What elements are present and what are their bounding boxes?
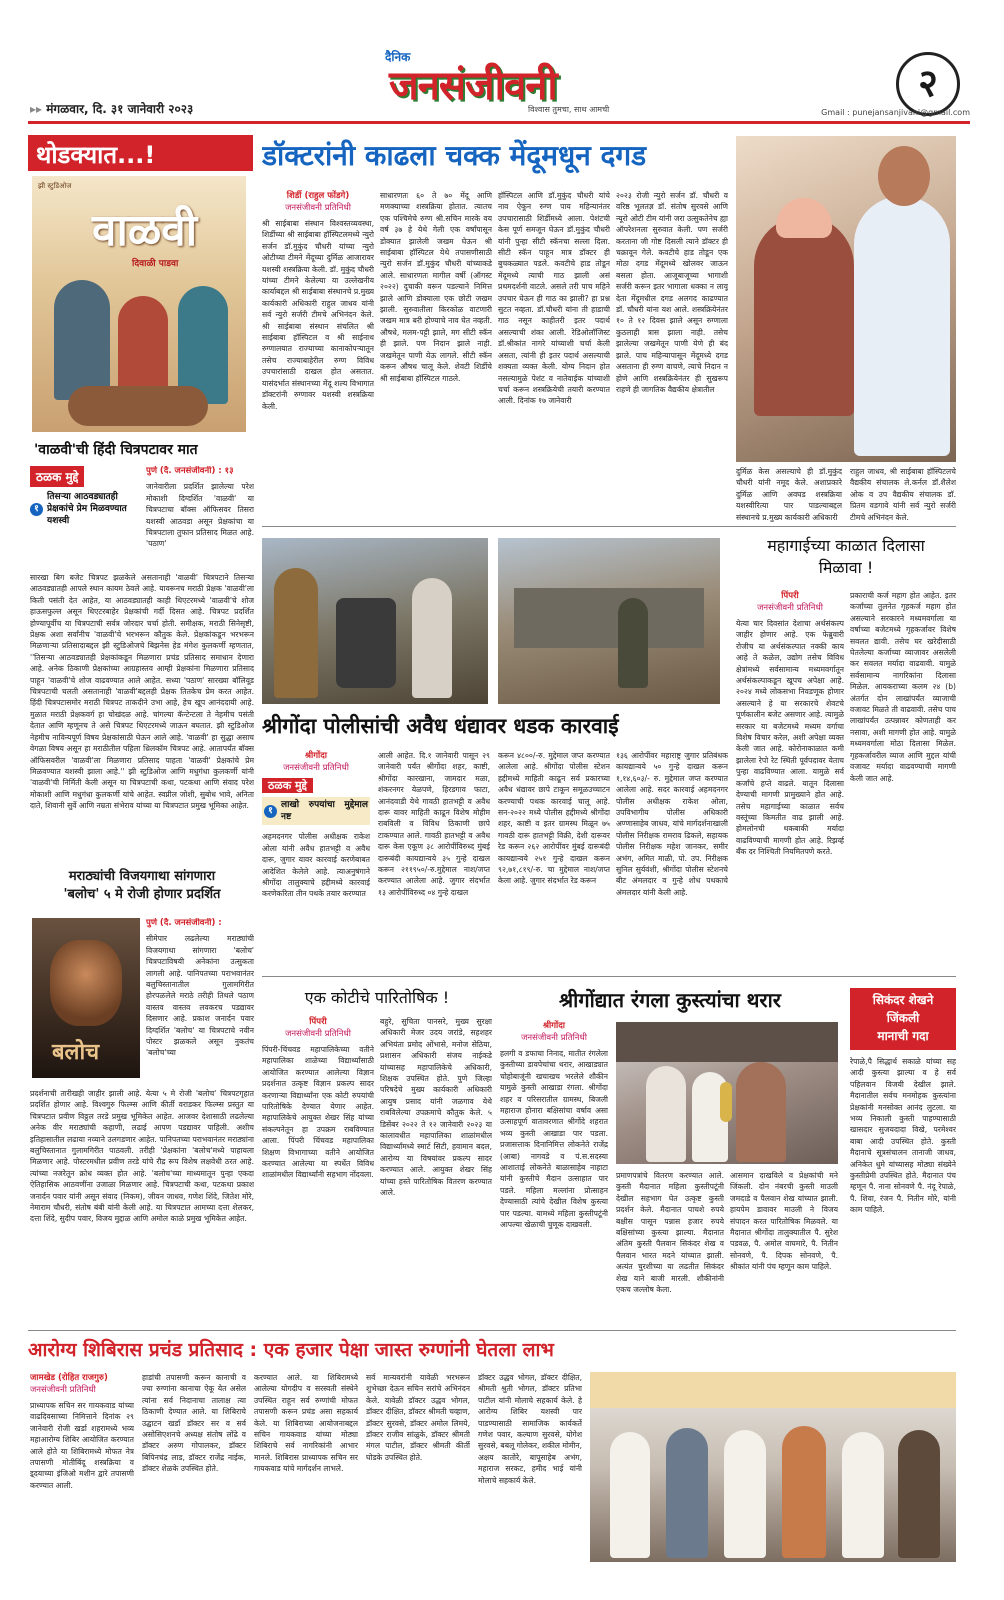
group-figure-1 xyxy=(610,1432,650,1558)
masthead xyxy=(0,0,1004,126)
banner xyxy=(590,1372,956,1408)
valvi-highlights xyxy=(30,466,140,536)
lead-col-5 xyxy=(736,466,842,522)
bullet-number: १ xyxy=(30,503,43,516)
lead-photo xyxy=(736,136,956,462)
wrestling-col-2-text: प्रमाणपत्रांचे वितरण करण्यात आले. कुस्ती मैदानात महिला कुस्तीपटूंनी देखील सहभाग घेत उत्कृष्ट कुस्ती प्रदर्शन केले. मैदानात पाचशे रुपये बक्षीस पासून पन्नास हजार रुपये बक्षिसांच्या कुस्त्या झाल्या. मैदानात अंतिम कुस्ती पैलवान सिकंदर शेख व पैलवान भारत मदने यांच्यात झाली. अत्यंत चुरशीच्या या लढतीत सिकंदर शेख याने बाजी मारली. शौकीनांनी एकच जल्लोष केला. xyxy=(616,1171,724,1295)
health-col-1 xyxy=(30,1372,134,1562)
sikandar-headline-line3: मानाची गदा xyxy=(877,1029,929,1043)
inflation-col-2-text: प्रकाराची कर्ज महाग होत आहेत. इतर कर्जांच्या तुलनेत गृहकर्ज महाग होत असल्याने सरकारने मध्यमवर्गाला या वर्षाच्या बजेटमध्ये गृहकर्जावर विशेष सवलत द्यावी. तसेच घर खरेदीसाठी घेतलेल्या कर्जाच्या व्याजावर असलेली कर सवलत मर्यादा वाढवावी. यामुळे सर्वसामान्य नागरिकांना दिलासा मिळेल. आयकराच्या कलम २४ (b) अंतर्गत दोन लाखांपर्यंत व्याजाची वजावट मिळते ती वाढवावी. तसेच पाच लाखांपर्यंत उत्पन्नावर कोणताही कर नसावा, अशी मागणी होत आहे. यामुळे मध्यमवर्गाला मोठा दिलासा मिळेल. गृहकर्जावरील व्याज आणि मुद्दल यांची वजावट मर्यादा वाढवण्याची मागणी केली जात आहे. xyxy=(850,591,956,783)
prize-headline: एक कोटीचे पारितोषिक ! xyxy=(304,988,450,1007)
baloch-dateline-text: पुणे (दै. जनसंजीवनी) : xyxy=(146,918,222,928)
highlight-point xyxy=(30,491,140,527)
baloch-lead xyxy=(146,918,254,1086)
wrestling-col-2 xyxy=(616,1170,724,1322)
valvi-poster xyxy=(32,176,246,432)
lead-col-2 xyxy=(380,190,492,520)
valvi-dateline-text: पुणे (दै. जनसंजीवनी) : १३ xyxy=(146,466,234,476)
police-bullet-number: १ xyxy=(264,805,277,818)
lead-headline-text: डॉक्टरांनी काढला चक्क मेंदूमधून दगड xyxy=(262,139,647,172)
police-headline: श्रीगोंदा पोलीसांची अवैध धंद्यावर धडक कारवाई xyxy=(262,714,619,738)
baloch-poster xyxy=(32,918,140,1078)
group-figure-2 xyxy=(666,1428,708,1558)
bottom-rule-top xyxy=(28,1330,956,1331)
sikandar-headline-line2: जिंकली xyxy=(886,1011,920,1025)
police-reporter: जनसंजीवनी प्रतिनिधी xyxy=(283,763,349,773)
paper-prefix: दैनिक xyxy=(385,50,411,64)
lead-col-4 xyxy=(616,190,728,520)
police-dateline: श्रीगोंदा xyxy=(305,751,327,761)
lead-col-6 xyxy=(850,466,956,522)
poster-face xyxy=(50,940,122,1026)
valvi-dateline xyxy=(146,466,254,477)
villager-figure xyxy=(412,578,452,698)
inflation-col-1-text: येत्या चार दिवसांत देशाचा अर्थसंकल्प जाहीर होणार आहे. एक फेब्रुवारी रोजीच या अर्थसंकल्पात नक्की काय आहे ते कळेल, उद्योग तसेच विविध क्षेत्रांमध्ये सर्वसामान्य मध्यमवर्गातून अर्थसंकल्पाकडून खूपच अपेक्षा आहे. २०२४ मध्ये लोकसभा निवडणूक होणार असल्याने हे या सरकारचे शेवटचे पूर्णकालीन बजेट असणार आहे. त्यामुळे सरकार या बजेटमध्ये मध्यम वर्गाचा विशेष विचार करेल, अशी अपेक्षा व्यक्त केली जात आहे. कोरोनाकाळात कमी झालेला रेपो रेट स्थिती पूर्वपदावर येताच पुन्हा वाढविण्यात आला. यामुळे सर्व कर्जांचे हप्ते वाढले. यातून दिलासा देण्याची मागणी प्रामुख्याने होत आहे. तसेच महागाईच्या काळात सर्वच वस्तूंच्या किमतीत वाढ झाली आहे. होमलोनची थकबाकी मर्यादा वाढविण्याची मागणी होत आहे. रिझर्व्ह बँक दर निश्चिती नियमितपणे करते. xyxy=(736,619,844,857)
health-dateline: जामखेड (रोहित राजगुरु) xyxy=(30,1373,108,1383)
lead-col-2-text: साधारणतः ६० ते ७० मेंदू आणि मणक्याच्या शस्त्रक्रिया होतात. त्यातच एक पश्चिमेचे रुग्ण श्री.सचिन मारके वय वर्ष ३७ हे येथे गेली एक वर्षांपासून डोक्यात झालेली जखम घेऊन श्री साईबाबा हॉस्पिटल येथे तपासणीसाठी न्युरो सर्जन डॉ.मुकुंद चौधरी यांच्याकडे आले. साधारणतः मागील वर्षी (ऑगस्ट २०२२) दुचाकी वरून पडल्याने निमित्त झाले आणि डोक्याला एक छोटी जखम झाली. सुरुवातीला किरकोळ वाटणारी जखम मात्र बरी होण्याचे नाव घेत नव्हती. औषधे, मलम-पट्टी झाले, मग सीटी स्कॅन ही झाले. पण निदान झाले नाही. जखमेतून पाणी येऊ लागले. सीटी स्कॅन करून औषध चालू केले. शेवटी शिर्डीचे श्री साईबाबा हॉस्पिटल गाठले. xyxy=(380,191,492,383)
baloch-headline-line1: मराठ्यांची विजयगाथा सांगणारा xyxy=(68,869,216,884)
date-line xyxy=(30,100,330,116)
lead-col-1-text: श्री साईबाबा संस्थान विश्वस्तव्यवस्था, शिर्डीच्या श्री साईबाबा हॉस्पिटलमध्ये न्युरो सर्जन डॉ.मुकुंद चौधरी यांच्या न्युरो ओटीच्या टीमने मेंदूच्या दुर्मिळ आजारावर यशस्वी शस्त्रक्रिया केली. डॉ. मुकुंद चौधरी यांच्या टीमने केलेल्या या उल्लेखनीय कार्याबद्दल श्री साईबाबा संस्थानचे प्र.मुख्य कार्यकारी अधिकारी राहुल जाधव यांनी सर्व न्युरो सर्जरी टीमचे अभिनंदन केले. श्री साईबाबा संस्थान संचलित श्री साईबाबा हॉस्पिटल व श्री साईनाथ रुग्णालयात राज्याच्या कानाकोपऱ्यातून तसेच राज्याबाहेरील रुग्ण विविध उपचारांसाठी दाखल होत असतात. यासंदर्भात संस्थानच्या मेंदू शल्य विभागात डॉक्टरांनी रुग्णावर यशस्वी शस्त्रक्रिया केली. xyxy=(262,219,374,411)
wrestling-col-3-text: आसमान दाखविले व प्रेक्षकांची मने जिंकली. दोन नंबरची कुस्ती माउली जमदाडे व पैलवान शेख यांच्यात झाली. हायपेम डावावर माउली ने विजय संपादन करत पारितोषिक मिळवले. या मैदानात श्रीगोंदा तालुक्यातील पै. सुरेश पडवळ, पै. अमोल वाघमारे, पै. नितीन सोनवणे, पै. दिपक सोनवणे, पै. श्रीकांत यांनी पंच म्हणून काम पाहिले. xyxy=(730,1171,838,1272)
patient-head-bandage xyxy=(776,198,832,238)
valvi-lead xyxy=(146,466,254,570)
health-col-1-text: प्राध्यापक सचिन सर गायकवाड यांच्या वाढदिवसाच्या निमित्ताने दिनांक २९ जानेवारी रोजी खर्डा शहरामध्ये भव्य महाआरोग्य शिबिर आयोजित करण्यात आले होते या शिबिरामध्ये मोफत नेत्र तपासणी मोतीबिंदू शस्त्रक्रिया व इ्दयाच्या इंजिओ मशीन द्वारे तपासणी करण्यात आली. xyxy=(30,1401,134,1490)
paper-name: जनसंजीवनी xyxy=(389,63,557,109)
date-text: मंगळवार, दि. ३१ जानेवारी २०२३ xyxy=(46,102,194,116)
baloch-dateline xyxy=(146,918,254,929)
mid-divider xyxy=(262,976,956,977)
prize-col-1-text: पिंपरी-चिंचवड महापालिकेच्या वतीने महापालिका शाळेच्या विद्यार्थ्यांसाठी आयोजित करण्यात आलेल्या विज्ञान प्रदर्शनात उत्कृष्ट विज्ञान प्रकल्प सादर करणाऱ्या विद्यार्थ्यांना एक कोटी रुपयांची पारितोषिके देण्यात येणार आहेत. महापालिकेचे आयुक्त शेखर सिंह यांच्या संकल्पनेतून हा उपक्रम राबविण्यात आला. पिंपरी चिंचवड महापालिका शिक्षण विभागाच्या वतीने आयोजित करण्यात आलेल्या या स्पर्धेत विविध शाळांमधील विद्यार्थ्यांनी सहभाग नोंदवला. xyxy=(262,1045,374,1180)
police-col-2 xyxy=(378,750,490,970)
inflation-headline-line2: मिळावा ! xyxy=(818,558,874,577)
officer-figure xyxy=(618,598,648,688)
health-reporter: जनसंजीवनी प्रतिनिधी xyxy=(30,1385,96,1395)
baloch-headline xyxy=(30,866,254,912)
lead-divider xyxy=(262,526,956,527)
patient-figure xyxy=(754,216,854,416)
police-photo-2 xyxy=(498,538,720,704)
police-highlight-point xyxy=(262,797,370,825)
wrestler-figure xyxy=(736,1062,786,1162)
prize-reporter: जनसंजीवनी प्रतिनिधी xyxy=(285,1029,351,1039)
lead-col-6-text: राहुल जाधव, श्री साईबाबा हॉस्पिटलचे वैद्यकीय संचालक ले.कर्नल डॉ.शैलेश ओक व उप वैद्यकीय संचालक डॉ. प्रितम वडगावे यांनी सर्व न्युरो सर्जरी टीमचे अभिनंदन केले. xyxy=(850,467,956,522)
masthead-rule xyxy=(28,121,970,124)
valvi-lead-text: जानेवारीला प्रदर्शित झालेल्या परेश मोकाशी दिग्दर्शित 'वाळवी' या चित्रपटाचा बॉक्स ऑफिसवर तिसरा यशस्वी आठवडा असून प्रेक्षकांचा या चित्रपटाला तुफान प्रतिसाद मिळत आहे. 'पठाण' xyxy=(146,482,254,549)
baloch-lead-text: सीमेपार लढलेल्या मराठ्यांची विजयगाथा सांगणारा 'बलोच' चित्रपटाविषयी अनेकांना उत्सुकता लागली आहे. पानिपतच्या पराभवानंतर बलुचिस्तानातील गुलामगिरीत होरपळलेले मराठे तरीही तिथले पठाण वास्तव वास्तव लवकरच पडद्यावर दिसणार आहे. प्रकाश जनार्दन पवार दिग्दर्शित 'बलोच' या चित्रपटाचे नवीन पोस्टर झळकले असून नुकतंच 'बलोच'च्या xyxy=(146,934,254,1058)
paper-logo xyxy=(383,50,623,110)
wrestling-byline xyxy=(500,1020,608,1044)
trophy-mace xyxy=(720,1082,732,1122)
inflation-headline-line1: महागाईच्या काळात दिलासा xyxy=(767,536,925,555)
health-col-2 xyxy=(142,1372,246,1562)
arrow-icon: ▸▸ xyxy=(30,102,47,116)
prize-col-1 xyxy=(262,1016,374,1322)
page-number-circle xyxy=(896,52,960,116)
baloch-poster-title: बलोच xyxy=(52,1040,100,1065)
poster-title: वाळवी xyxy=(92,205,198,256)
police-col-1-text: अहमदनगर पोलीस अधीक्षक राकेश ओला यांनी अवैध हातभट्टी व अवैध दारू, जुगार यावर कारवाई करणेबाबत आदेशित केलेले आहे. त्याअनुषंगाने श्रीगोंदा तालुक्याचे हद्दीमध्ये कारवाई करणेकरिता तीन पथके तयार करण्यात xyxy=(262,832,370,899)
health-col-4 xyxy=(366,1372,470,1562)
lead-dateline: शिर्डी (राहुल फोंडगे) xyxy=(286,191,350,201)
valvi-body-text: सारखा बिग बजेट चित्रपट झळकेले असतानाही 'वाळवी' चित्रपटाने तिसऱ्या आठवड्यातही आपले स्थान कायम ठेवले आहे. यावरूनच मराठी प्रेक्षक 'वाळवी'ला किती पसंती देत आहेत, या आठवड्यातही काही थिएटरमध्ये 'वाळवी'चे शोज हाऊसफुल्ल असून थिएटरबाहेर प्रेक्षकांची गर्दी दिसत आहे. चित्रपट प्रदर्शित होण्यापूर्वीच या चित्रपटाची सर्वत्र जोरदार चर्चा होती. समीक्षक, मराठी सिनेसृष्टी, प्रेक्षक अशा सर्वांनीच 'वाळवी'चे भरभरून कौतुक केले. प्रेक्षकांकडून भरभरून मिळणाऱ्या प्रतिसादाबद्दल झी स्टुडिओजचे बिझनेस हेड मंगेश कुलकर्णी म्हणतात, ''तिसऱ्या आठवड्यातही प्रेक्षकांकडून मिळणारा प्रचंड प्रतिसाद समाधान देणारा आहे. अनेक ठिकाणी प्रेक्षकांच्या आग्रहास्तव आम्ही प्रेक्षकांना मिळणारा प्रतिसाद पाहून 'वाळवी'चे शोज वाढवण्यात आले आहेत. सध्या 'पठाण' सारख्या बॉलिवूड चित्रपटाची चलती असतानाही 'वाळवी'बद्दलही प्रेक्षक तितकेच प्रेम करत आहेत. हिंदी चित्रपटासमोर मराठी चित्रपट ताकदीने उभा आहे, हेच खूप आनंददायी आहे. मुळात मराठी प्रेक्षकवर्ग हा चोखंदळ आहे. चांगल्या कॅन्टेन्टला ते नेहमीच पसंती देतात आणि म्हणूनच ते असे चित्रपट थिएटरमध्ये जाऊन बघतात. झी स्टुडिओज नेहमीच नाविन्यपूर्ण विषय प्रेक्षकांसाठी घेऊन आले आहे. 'वाळवी' हा सुद्धा असाच वेगळा विषय असून हा मराठीतील पहिला थ्रिलकॉम चित्रपट आहे. आतापर्यंत बॉक्स ऑफिसवरील 'वाळवी'ला मिळणारा प्रतिसाद पाहता 'वाळवी' प्रेक्षकांचे प्रेम मिळवण्यात यशस्वी झाला आहे.'' झी स्टुडिओज आणि मधुगंधा कुलकर्णी यांनी 'वाळवी'ची निर्मिती केली असून या चित्रपटाची कथा, पटकथा आणि संवाद परेश मोकाशी आणि मधुगंधा कुलकर्णी यांचे आहेत. स्वप्नील जोशी, सुबोध भावे, अनिता दाते, शिवानी सुर्वे आणि नम्रता संभेराव यांच्या या चित्रपटात प्रमुख भूमिका आहेत. xyxy=(30,573,254,811)
poster-figure-4 xyxy=(68,386,208,426)
doctor-figure xyxy=(854,196,950,456)
inflation-byline xyxy=(736,590,844,614)
group-figure-5 xyxy=(842,1432,884,1558)
lead-reporter: जनसंजीवनी प्रतिनिधी xyxy=(285,203,351,213)
prize-byline xyxy=(262,1016,374,1040)
sikandar-headline-box xyxy=(850,988,956,1050)
official-figure-1 xyxy=(646,1066,686,1162)
drums xyxy=(336,598,396,688)
sikandar-headline-line1: सिकंदर शेखने xyxy=(872,993,934,1007)
valvi-body xyxy=(30,572,254,862)
lead-col-4-text: २०२३ रोजी न्युरो सर्जन डॉ. चौधरी व वरिष्ठ भूलतज्ञ डॉ. संतोष सुरवसे आणि न्यूरो ओटी टीम यांनी जरा उत्सुकतेनेच ह्या ऑपरेशनला सुरुवात केली. पण सर्जरी करताना जी गोष्ट दिसली त्याने डॉक्टर ही चक्रावून गेले. कवटीचे हाड तोडून एक मोठा दगड मेंदूमध्ये खोलवर जाऊन बसला होता. आजूबाजूच्या भागाशी सर्जरी करून इतर भागाला धक्का न लावू देता मेंदूमधील दगड अलगद काढण्यात डॉ. चौधरी यांना यश आले. शस्त्रक्रियेनंतर १० ते १२ दिवस झाले असून रुग्णाला कुठलाही त्रास झाला नाही. तसेच झालेल्या जखमेतून पाणी येणे ही बंद झाले. पाच महिन्यापासून मेंदूमध्ये दगड असताना ही रुग्ण वाचणे, त्याचे निदान न होणे आणि शस्त्रक्रियेनंतर ही सुखरूप राहणे ही जागतिक वैद्यकीय क्षेत्रातील xyxy=(616,191,728,394)
police-col-4 xyxy=(616,750,728,970)
email-line: Gmail : punejansanjivani@gmail.com xyxy=(821,108,970,117)
health-headline: आरोग्य शिबिरास प्रचंड प्रतिसाद : एक हजार पेक्षा जास्त रुग्णांनी घेतला लाभ xyxy=(28,1339,554,1361)
valvi-headline: 'वाळवी'ची हिंदी चित्रपटावर मात xyxy=(34,442,198,458)
inflation-dateline: पिंपरी xyxy=(781,591,799,601)
highlight-text: तिसऱ्या आठवड्यातही प्रेक्षकांचे प्रेम मिळवण्यात यशस्वी xyxy=(47,492,127,526)
police-highlight-text: लाखो रुपयांचा मुद्देमाल नष्ट xyxy=(281,800,368,823)
inflation-headline xyxy=(736,534,956,586)
lead-col-3-text: हॉस्पिटल आणि डॉ.मुकुंद चौधरी यांचे नाव ऐकून रुग्ण पाय महिन्यानंतर उपचारासाठी शिर्डीमध्ये आला. पेशंटची केस पूर्ण समजून घेऊन डॉ.मुकुंद चौधरी यांनी पुन्हा सीटी स्कॅनचा सल्ला दिला. सीटी स्कॅन पाहून मात्र डॉक्टर ही बुचकळ्यात पडले. कवटीचे हाड तोडून मेंदूमध्ये त्याची गाठ झाली असं प्रथमदर्शनी वाटले. असले तरी पाच महिने उपचार घेऊन ही गाठ का झाली? हा प्रश्न सुटत नव्हता. डॉ.चौधरी यांना ती हाडाची गाठ नसून काहीतरी इतर पदार्थ असल्याची शंका आली. रेडिओलॉजिस्ट डॉ.श्रीकांत नागरे यांच्याशी चर्चा केली असता, त्यांनी ही इतर पदार्थ असल्याची शक्यता व्यक्त केली. योग्य निदान होत नसल्यामुळे पेशंट व नातेवाईक यांच्याशी चर्चा करून शस्त्रक्रियेची तयारी करण्यात आली. दिनांक १७ जानेवारी xyxy=(498,191,610,406)
highlights-tag: ठळक मुद्दे xyxy=(30,466,84,487)
police-figure xyxy=(274,568,318,698)
health-byline xyxy=(30,1372,134,1396)
page-number: २ xyxy=(918,61,938,105)
health-col-5-text: डॉक्टर उद्धव भोगल, डॉक्टर दीक्षित, श्रीमती श्रुती भोगल, डॉक्टर प्रतिभा पाटील यांनी मोलाचे सहकार्य केले. हे आरोग्य शिबिर यशस्वी पार पाडण्यासाठी सामाजिक कार्यकर्ते गणेश पवार, कल्याण सुरवसे, योगेश सुरवसे, बबलू गोलेकर, शकील मोमीन, अक्षय कातोरे, बापूसाहेब अभंग, महाराज सरकट, हमीद भाई यांनी मोलाचे सहकार्य केले. xyxy=(478,1373,582,1485)
sikandar-body-text: रेपाळे,पै सिद्धार्थ सकाळे यांच्या सह आदी कुस्त्या झाल्या व हे सर्व पहिलवान विजयी देखील झाले. मैदानातील सर्वच मनमोहक कुस्त्यांना प्रेक्षकांनी मनसोक्त आनंद लुटला. या भव्य निकाली कुस्ती पाहण्यासाठी खासदार सुजयदादा विखे, परमेश्वर बाबा आदी उपस्थित होते. कुस्ती मैदानाचे सूत्रसंचालन तानाजी जाधव, अनिकेत धुमे यांच्यासह मोठ्या संख्येने कुस्तीप्रेमी उपस्थित होते. मैदानात पंच म्हणून पै. नाना सोनवणे पै. नंदू रेपाळे, पै. शिवा, रंजन पै. नितीन मोरे, यांनी काम पाहिले. xyxy=(850,1057,956,1215)
prize-col-2 xyxy=(380,1016,492,1322)
sikandar-body xyxy=(850,1056,956,1322)
health-col-2-text: हाडांची तपासणी करून कानाची व ज्या रुग्णांना कानाचा ऐकू येत असेल त्यांना सर्व निदानाचा तालाक्ष त्या ठिकाणी देण्यात आले. या शिबिराचे उद्घाटन खर्डा डॉक्टर सर व सर्व असोसिएशनचे अध्यक्ष संतोष लोंढे व डॉक्टर अरुण गोपालकर, डॉक्टर बिपिनचंद्र लाड, डॉक्टर राजेंद्र नाईक, डॉक्टर शेळके उपस्थित होते. xyxy=(142,1373,246,1474)
police-col-4-text: १३६ आरोपींवर महाराष्ट्र जुगार प्रतिबंधक कायद्यान्वये ५० गुन्हे दाखल करून १,१४,६०३/- रु. मुद्देमाल जप्त करण्यात आलेला आहे. सदर कारवाई अहमदनगर पोलीस अधीक्षक राकेश ओला, उपविभागीय पोलीस अधिकारी अण्णासाहेब जाधव, यांचे मार्गदर्शनाखाली पोलीस निरीक्षक रामराव ढिकले, सहायक पोलीस निरीक्षक महेश जानकर, समीर अभंग, अमित माळी, पो. उप. निरीक्षक सुनिल सुर्यवंशी, श्रीगोंदा पोलीस स्टेशनचे बीट अंमलदार व गुन्हे शोध पथकाचे अंमलदार यांनी केली आहे. xyxy=(616,751,728,897)
doctor-head xyxy=(878,146,930,206)
group-figure-4 xyxy=(782,1426,826,1558)
inflation-col-1 xyxy=(736,590,844,970)
inflation-col-2 xyxy=(850,590,956,970)
health-col-3 xyxy=(254,1372,358,1562)
briefs-header-text: थोडक्यात...! xyxy=(36,141,156,169)
poster-badge: झी स्टुडिओज xyxy=(38,182,72,190)
lead-headline xyxy=(262,136,732,182)
wrestling-photo xyxy=(616,1022,838,1164)
inflation-reporter: जनसंजीवनी प्रतिनिधी xyxy=(757,603,823,613)
baloch-body xyxy=(30,1088,254,1318)
lead-byline xyxy=(262,190,374,214)
wrestling-col-1-text: हलगी व डफाचा निनाद, मातीत रंगलेला कुस्तीच्या डावपेचांचा थरार, आखाड्यात चोहोबाजूंनी खचाखच भरलेले शौकीन यामुळे कुस्ती आखाडा रंगला. श्रीगोंदा शहर व परिसरातील ग्रामस्थ, बिजली महाराज होनारा बक्षिसांचा वर्षाव असा उत्साहपूर्ण वातावरणात श्रीगोंदे शहरात भव्य कुस्ती आखाडा पार पडला. प्रजासत्ताक दिनानिमित्त लोकनेते राजेंद्र (आबा) नागवडे व पं.स.सदस्या आशाताई लोकनेते बाळासाहेब नाहाटा यांनी कुस्तीचे मैदान उत्साहात पार पडले. महिला मल्लांना प्रोत्साहन देण्यासाठी त्यांचे देखील विशेष कुस्त्या पार पडल्या. यामध्ये महिला कुस्तीपटूंनी आपल्या खेळाची चुणूक दाखवली. xyxy=(500,1049,608,1230)
health-col-3-text: करण्यात आले. या शिबिरामध्ये आलेल्या योगदीप व सरस्वती संस्थेने उपस्थित राहून सर्व रुग्णांची मोफत तपासणी करून प्रचंड असा सहकार्य केले. या शिबिराच्या आयोजनाबद्दल सचिन गायकवाड यांच्या मोठ्या शिबिराचे सर्व नागरिकांनी आभार मानले. शिबिरास प्राध्यापक सचिन सर गायकवाड यांचे मार्गदर्शन लाभले. xyxy=(254,1373,358,1474)
lead-col-3 xyxy=(498,190,610,520)
lead-col-5-text: दुर्मिळ केस असल्याचे ही डॉ.मुकुंद चौधरी यांनी नमूद केले. अशाप्रकारे दुर्मिळ आणि अवघड शस्त्रक्रिया यशस्वीरित्या पार पाडल्याबद्दल संस्थानचे प्र.मुख्य कार्यकारी अधिकारी xyxy=(736,467,842,522)
wrestling-reporter: जनसंजीवनी प्रतिनिधी xyxy=(521,1033,587,1043)
police-col-3-text: करून ४८००/-रु. मुद्देमाल जप्त करण्यात आलेला आहे. श्रीगोंदा पोलीस स्टेशन हद्दीमध्ये माहिती काढून सर्व प्रकारच्या अवैध धंद्यावर छापे टाकून समूळउच्चाटन करण्याची पथक कारवाई चालू आहे. सन-२०२२ मध्ये पोलीस हद्दीमध्ये श्रीगोंदा शहर, काष्टी व इतर ग्रामस्थ मिळून ७५ गावठी दारू हातभट्टी विक्री, देशी दारूवर रेड करून २६२ आरोपींवर मुंबई दारूबंदी कायद्यान्वये २५१ गुन्हे दाखल करून ९२,७१,८१९/-रु. चा मुद्देमाल नाश/जप्त केला आहे. जुगार संदर्भात रेड करून xyxy=(498,751,610,886)
police-photo-1 xyxy=(262,538,488,704)
poster-release: दिवाळी पाडवा xyxy=(132,259,179,269)
group-figure-6 xyxy=(898,1430,940,1558)
crowd-row xyxy=(616,1022,838,1062)
poster-figure-1 xyxy=(54,280,110,400)
police-highlights-tag: ठळक मुद्दे xyxy=(262,778,313,793)
health-col-4-text: सर्व मान्यवरांनी यावेळी भरभरून शुभेच्छा देऊन सचिन सरांचे अभिनंदन केले. यावेळी डॉक्टर उद्धव भोगल, डॉक्टर दीक्षित, डॉक्टर श्रीमती चव्हाण, डॉक्टर सुरवसे, डॉक्टर अमोल लिमये, डॉक्टर राजीव सांळुके, डॉक्टर श्रीमती मंगल पाटील, डॉक्टर श्रीमती कीर्ती घोडके उपस्थित होते. xyxy=(366,1373,470,1462)
briefs-header xyxy=(28,135,253,171)
baloch-headline-line2: 'बलोच' ५ मे रोजी होणार प्रदर्शित xyxy=(63,887,221,902)
prize-dateline: पिंपरी xyxy=(309,1017,327,1027)
group-figure-3 xyxy=(724,1430,766,1558)
health-col-5 xyxy=(478,1372,582,1562)
lead-col-1 xyxy=(262,190,374,520)
prize-col-2-text: बहुरे, सुचिता पानसरे, मुख्य सुरक्षा अधिकारी मेजर उदय जरांडे, सहशहर अभियंता प्रमोद ओंभासे, मनोज सेठिया, प्रशासन अधिकारी संजय नाईकडे यांच्यासह महापालिकेचे अधिकारी, शिक्षक उपस्थित होते. पुणे जिल्हा परिषदेचे मुख्य कार्यकारी अधिकारी आयुष प्रसाद यांनी जळगाव येथे राबविलेल्या उपक्रमाचे कौतुक केले. ५ डिसेंबर २०२२ ते १२ जानेवारी २०२३ या कालावधीत महापालिका शाळांमधील विद्यार्थ्यांमध्ये स्मार्ट सिटी, हवामान बदल, आरोग्य या विषयांवर प्रकल्प सादर करण्यात आले. आयुक्त शेखर सिंह यांच्या हस्ते पारितोषिक वितरण करण्यात आले. xyxy=(380,1017,492,1198)
police-col-1 xyxy=(262,750,370,970)
police-byline xyxy=(262,750,370,774)
police-col-3 xyxy=(498,750,610,970)
health-photo xyxy=(590,1372,956,1562)
wrestling-col-3 xyxy=(730,1170,838,1322)
wrestling-dateline: श्रीगोंदा xyxy=(543,1021,565,1031)
tagline: विश्‍वास तुमचा, साथ आमची xyxy=(528,105,610,114)
baloch-body-text: प्रदर्शनाची तारीखही जाहीर झाली आहे. येत्या ५ मे रोजी 'बलोच' चित्रपटगृहात प्रदर्शित होणार आहे. विश्वगुरु फिल्म्स आणि कीर्ती वराडकर फिल्म्स प्रस्तुत या चित्रपटात प्रवीण विठ्ठल तरडे प्रमुख भूमिकेत आहेत. आजवर देशासाठी लढलेल्या अनेक वीर मराठ्यांची कहाणी, लढाई आपण पडद्यावर पाहिली. अशीच इतिहासातील लढाया नव्याने उलगडणार आहेत. पानिपतच्या पराभवानंतर मराठ्यांना बलुचिस्तानात गुलामगिरीत पाठवली. तरीही 'प्रेक्षकांना 'बलोच'मध्ये पाहायला मिळणार आहे. पोस्टरमधील प्रवीण तरडे यांचे रौद्र रूप विशेष लक्षवेधी ठरत आहे. त्यांच्या नजरेतून क्रोध व्यक्त होत आहे. 'बलोच'च्या माध्यमातून पुन्हा एकदा ऐतिहासिक आठवणींना उजाळा मिळणार आहे. चित्रपटाची कथा, पटकथा प्रकाश जनार्दन पवार यांनी असून संवाद (निकम), जीवन जाधव, गणेश शिंदे, जितेश मोरे, नेमाराम चौधरी, संतोष बंबी यांनी केली आहे. या चित्रपटात आमच्या दत्ता शेलकर, दत्ता शिंदे, सुदीप पवार, विजय मुद्दाळ आणि अमोल काळे प्रमुख भूमिकेत आहेत. xyxy=(30,1089,254,1224)
wrestling-headline: श्रीगोंद्यात रंगला कुस्त्यांचा थरार xyxy=(559,988,781,1012)
police-col-2-text: आली आहेत. दि.१ जानेवारी पासून २९ जानेवारी पर्यंत श्रीगोंदा शहर, काष्टी, श्रीगोंदा कारखाना, जामदार मळा, शंकरनगर येळपणे, हिरडगाव फाटा, आनंदवाडी येथे गावठी हातभट्टी व अवैध दारू यावर माहिती काढून विशेष मोहीम राबविली व विविध ठिकाणी छापे टाकण्यात आले. गावठी हातभट्टी व अवैध दारू केस एकूण ३८ आरोपींविरुध्द मुंबई दारूबंदी कायद्यान्वये ३५ गुन्हे दाखल करून २११९५०/-रु.मुद्देमाल नाश/जप्त करण्यात आलेला आहे. जुगार संदर्भात १३ आरोपींविरुध्द ०४ गुन्हे दाखल xyxy=(378,751,490,897)
wrestling-col-1 xyxy=(500,1020,608,1322)
shed xyxy=(514,588,704,648)
